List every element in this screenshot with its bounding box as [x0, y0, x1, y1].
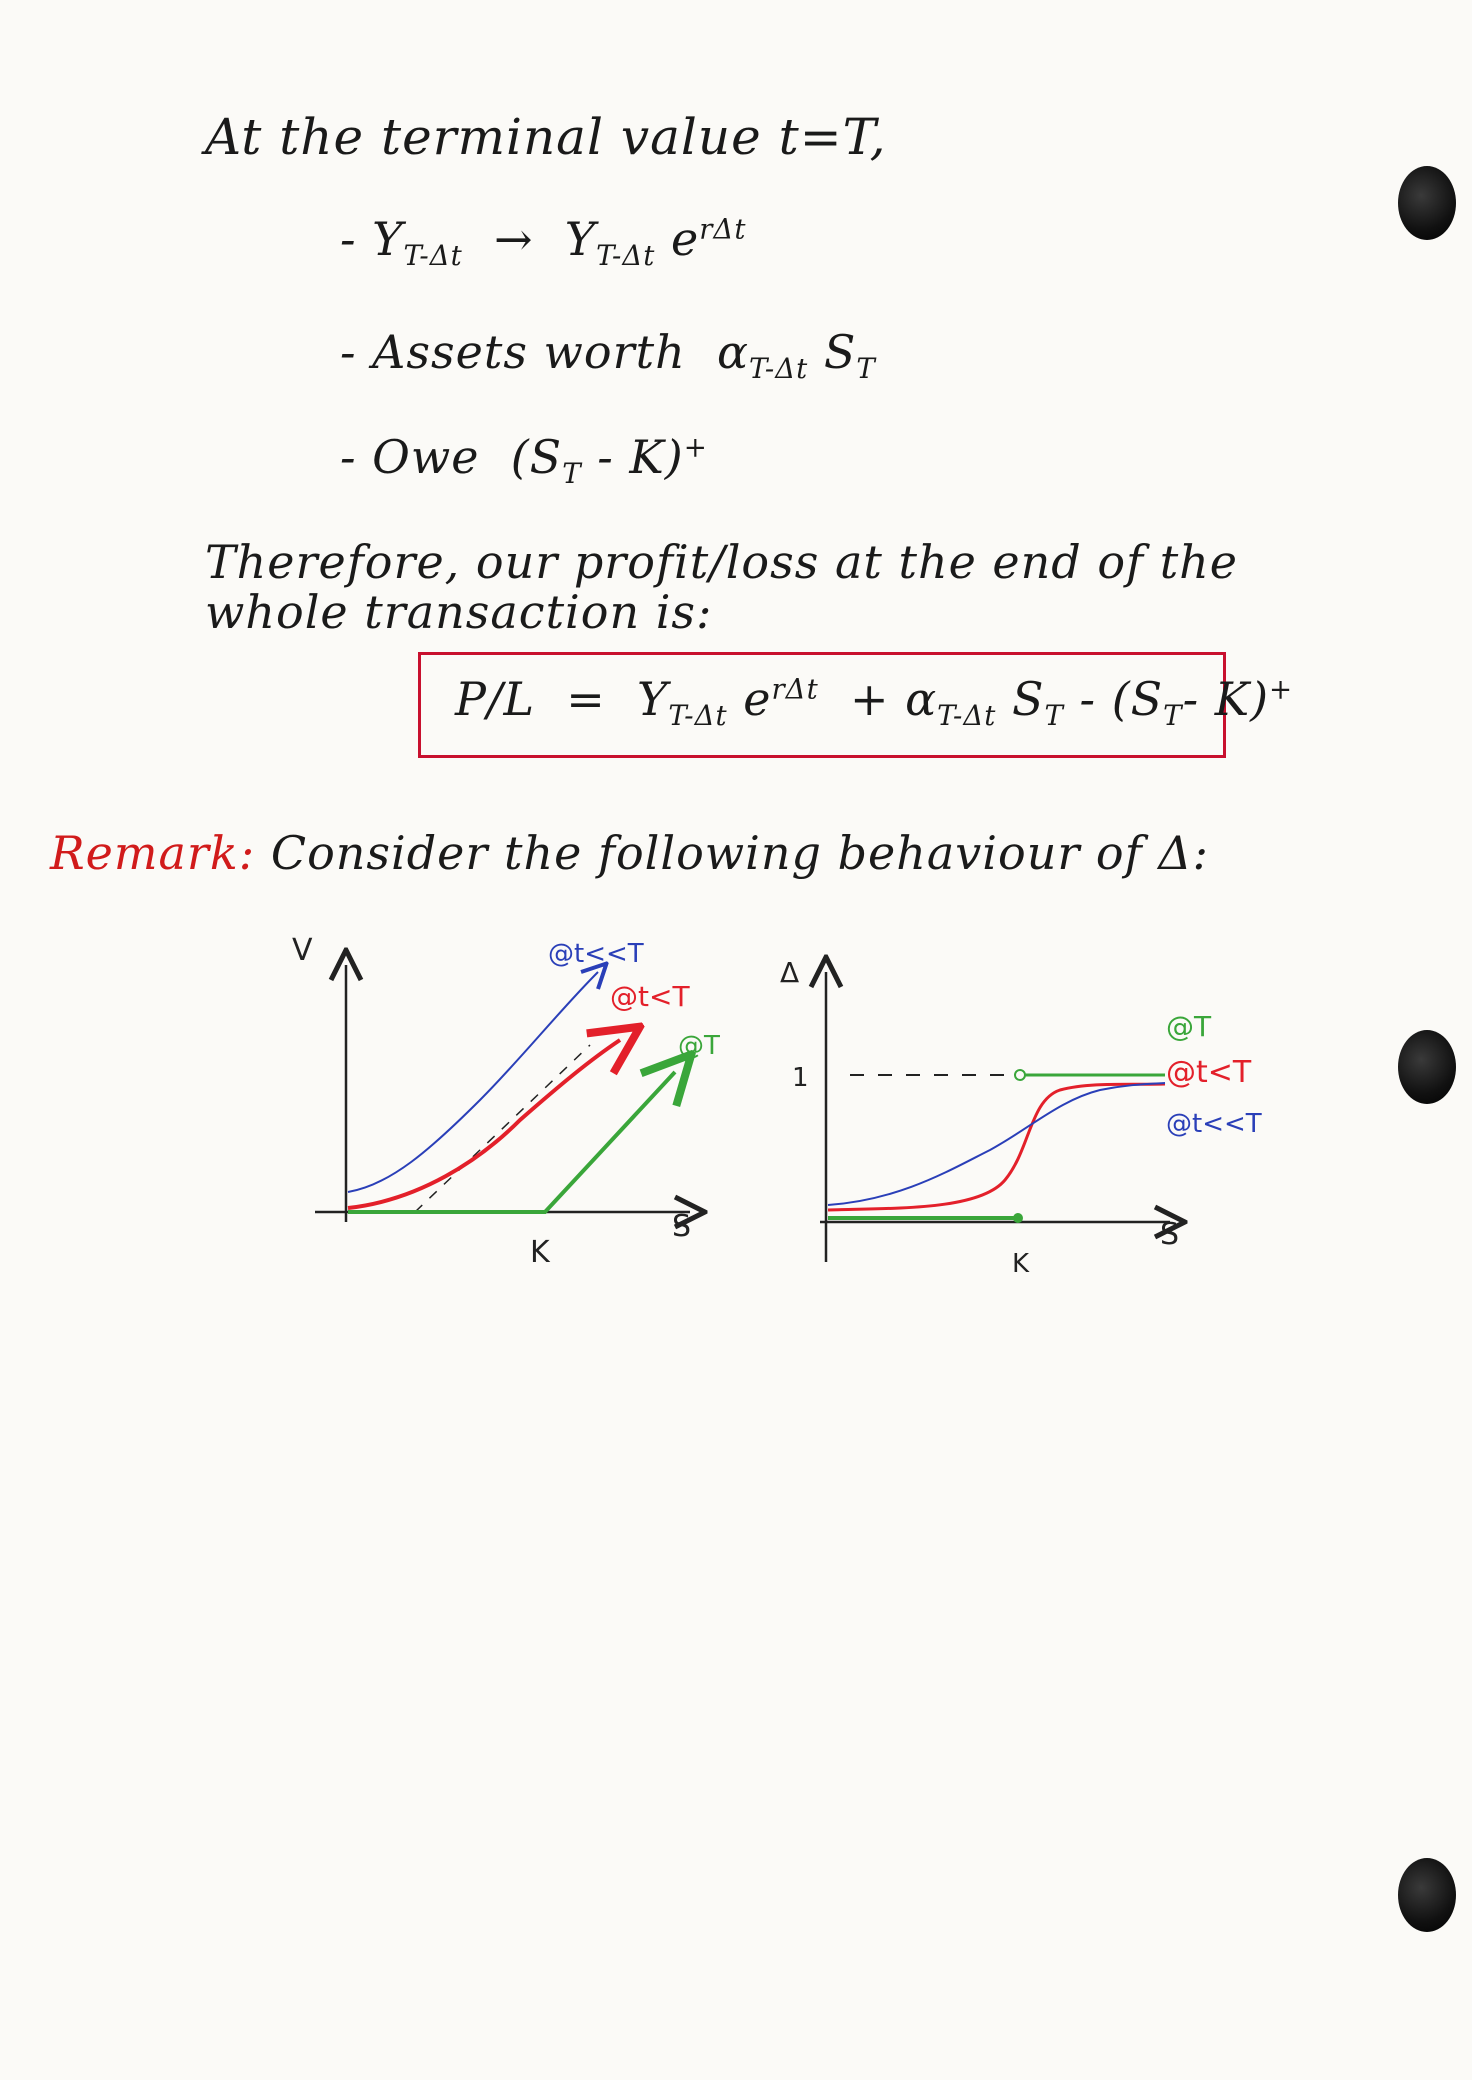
strike-label-2: K [1012, 1249, 1030, 1279]
s-axis-label: S [672, 1209, 692, 1244]
value-chart [292, 933, 720, 1270]
series-line-t-much-less-T [348, 972, 598, 1192]
profit-loss-formula: $P/L = Y_{T-\Delta t}$ $e^{r\Delta t} + \alpha_{T-\Delta t}$ $S_T - (S_T-$ K)+ [455, 672, 1294, 733]
label-at-T: @T [678, 1031, 720, 1061]
delta-line-t-less-T [828, 1084, 1165, 1210]
bullet-owe: - Owe $(S_T - K)^+$ [340, 430, 708, 491]
delta-line-t-much-less-T [828, 1083, 1165, 1205]
step-dot-lower [1013, 1213, 1023, 1223]
punch-hole-middle [1398, 1030, 1456, 1104]
therefore-line-1: Therefore, our profit/loss at the end of the [205, 535, 1239, 589]
series-line-t-less-T [348, 1040, 620, 1208]
dashed-guide [415, 1045, 590, 1212]
delta-chart [780, 956, 1262, 1279]
step-open-dot-upper [1015, 1070, 1025, 1080]
therefore-line-2: whole transaction is: [205, 585, 713, 639]
intro-line: At the terminal value t=T, [205, 108, 887, 166]
remark-line [50, 826, 1209, 880]
punch-hole-top [1398, 166, 1456, 240]
remark-text: Consider the following behaviour of Δ: [270, 826, 1209, 880]
v-axis-label: V [292, 933, 313, 968]
strike-label: K [530, 1235, 550, 1270]
delta-label-at-T: @T [1166, 1010, 1212, 1043]
ytick-one: 1 [792, 1063, 809, 1093]
delta-label-t-much-less-T: @t<<T [1166, 1109, 1262, 1139]
label-t-less-T: @t<T [610, 980, 690, 1013]
label-t-much-less-T: @t<<T [548, 939, 644, 969]
s-axis-label-2: S [1160, 1217, 1180, 1252]
series-line-at-T [348, 1072, 675, 1212]
punch-hole-bottom [1398, 1858, 1456, 1932]
bullet-rollover: - $Y_{T-\Delta t} \to Y_{T-\Delta t}$ $e^{r\Delta t}$ [340, 212, 747, 273]
delta-label-t-less-T: @t<T [1166, 1055, 1252, 1090]
delta-axis-label: Δ [780, 956, 800, 989]
bullet-assets: - Assets worth $\alpha_{T-\Delta t}$ $S_T$ [340, 325, 876, 386]
remark-label: Remark: [50, 826, 256, 880]
